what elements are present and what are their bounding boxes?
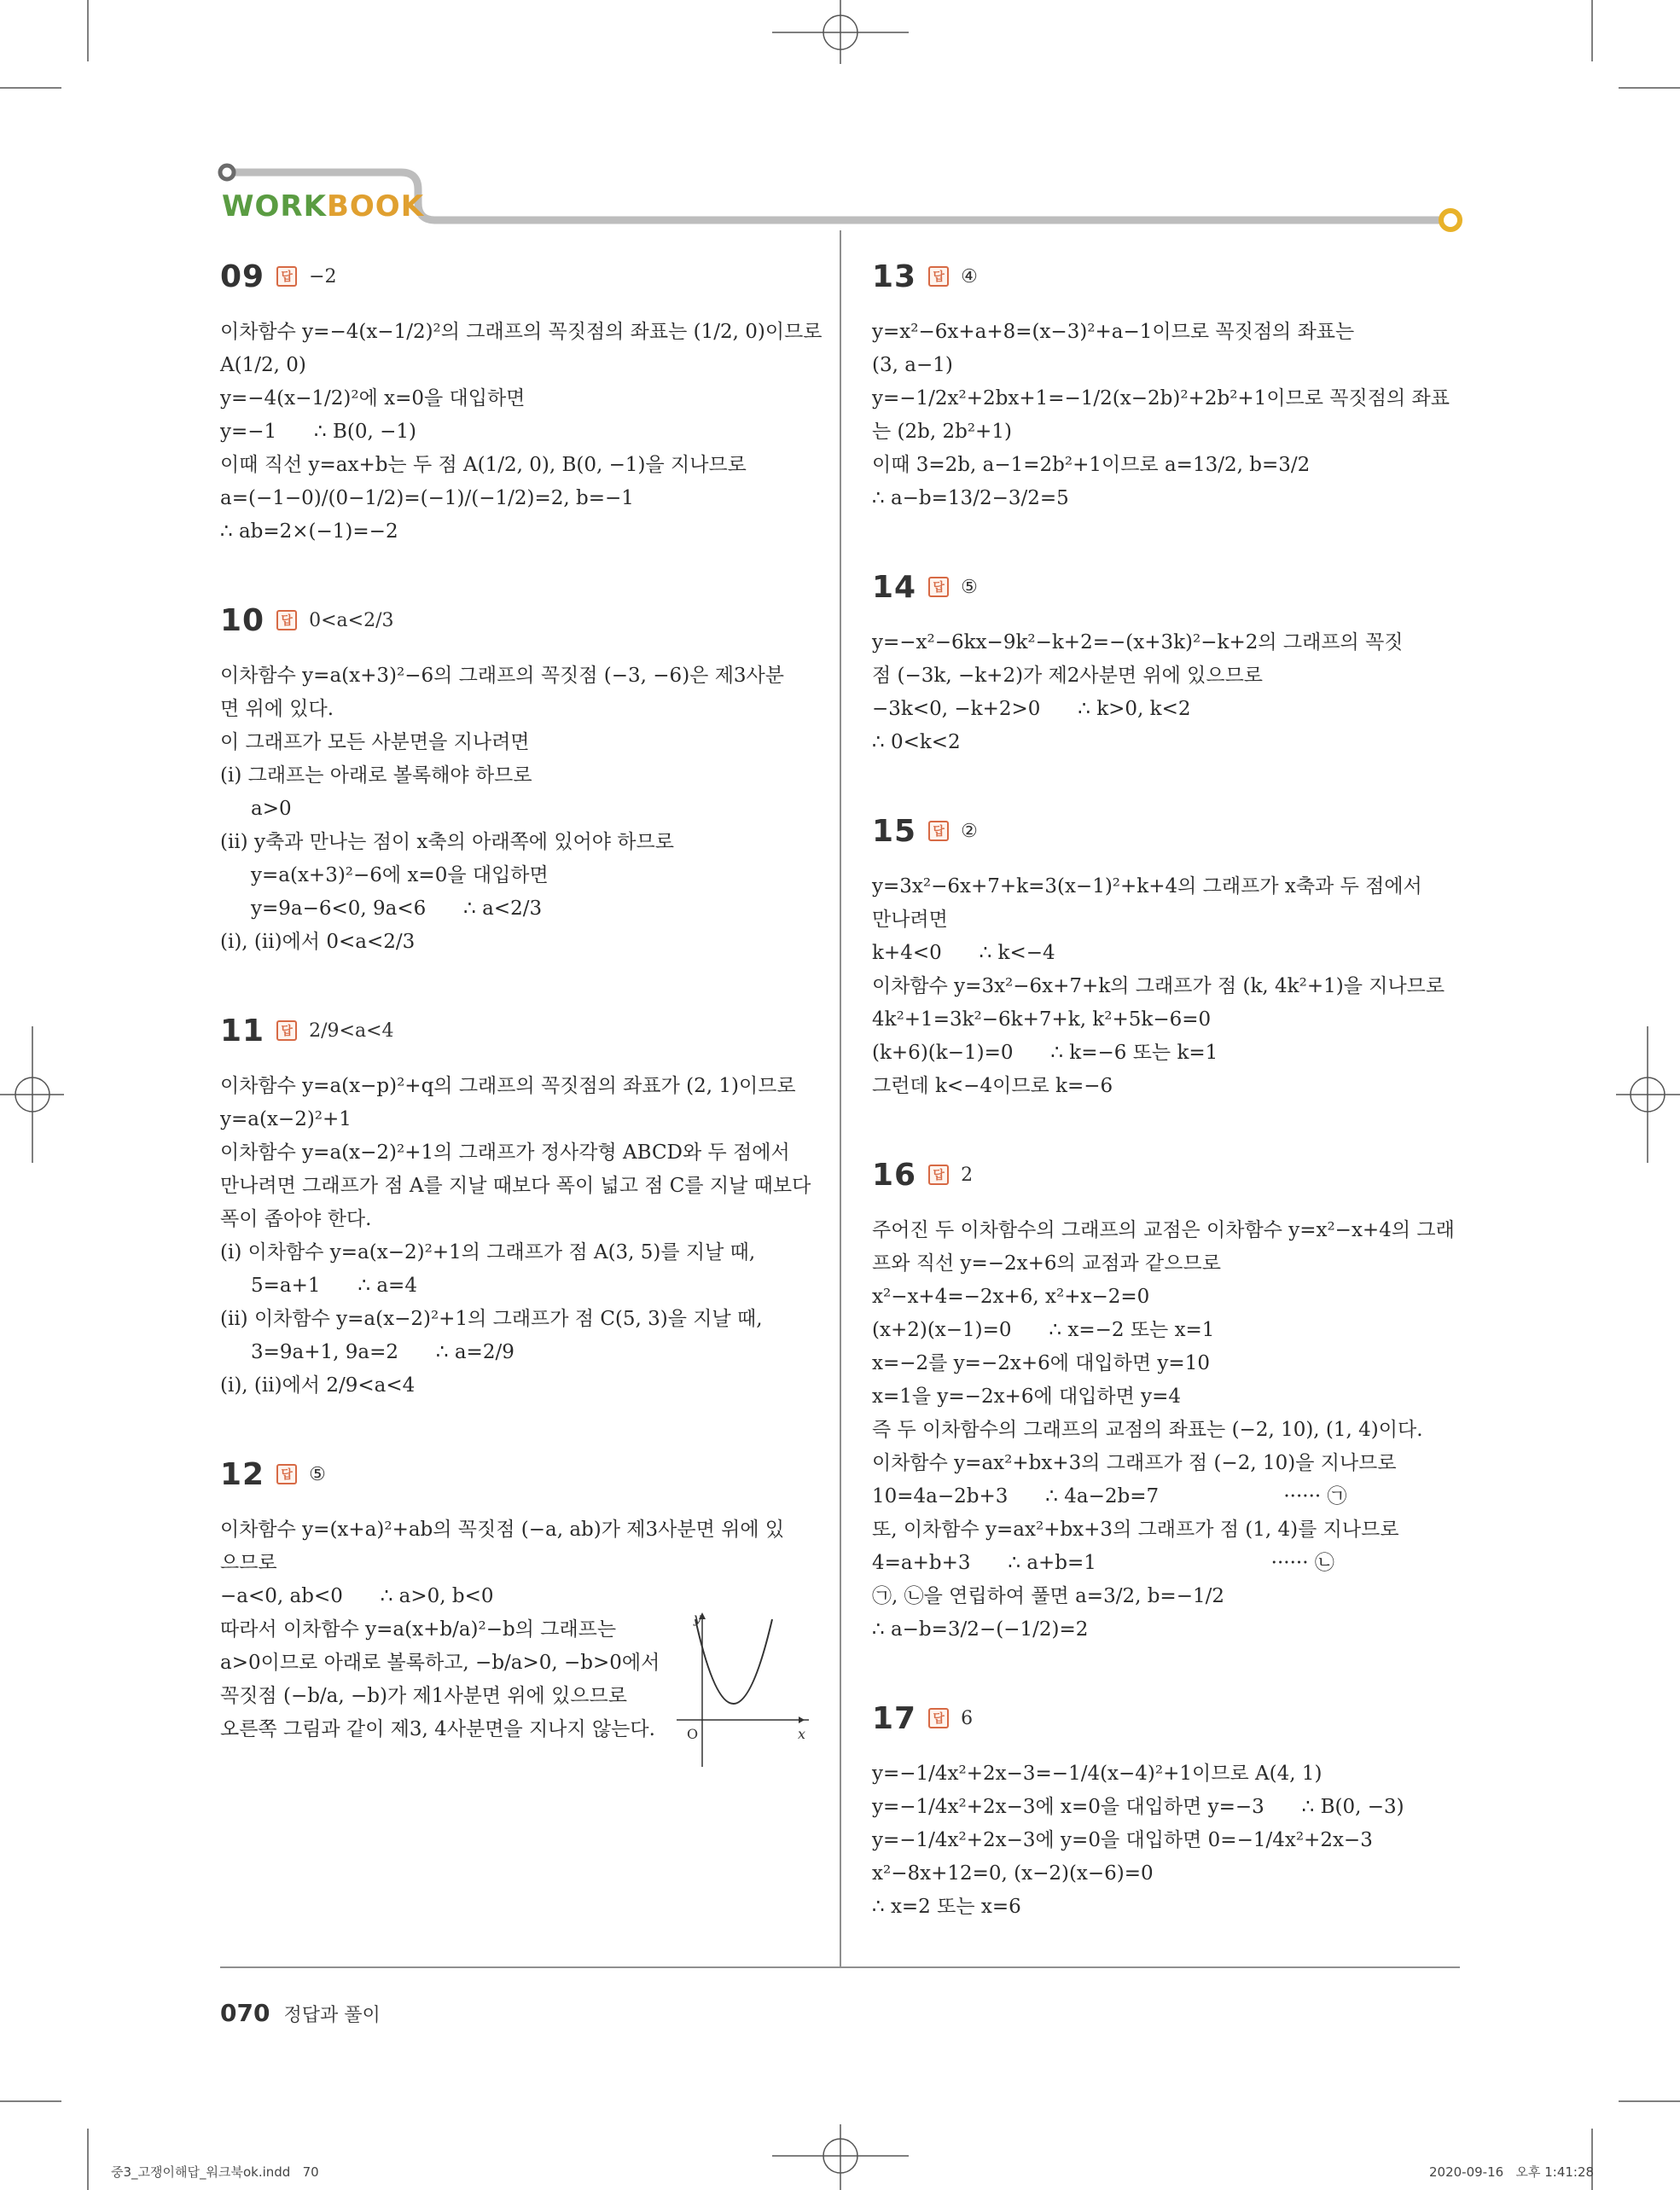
- problem-number: 09: [220, 259, 265, 294]
- solution-line: y=−1 ∴ B(0, −1): [220, 421, 416, 443]
- solution-line: a>0이므로 아래로 볼록하고, −b/a>0, −b>0에서: [220, 1652, 660, 1674]
- file-name: 중3_고쟁이해답_워크북ok.indd 70: [111, 2164, 319, 2180]
- solution-line: 그런데 k<−4이므로 k=−6: [872, 1075, 1113, 1097]
- solution-line: 이때 직선 y=ax+b는 두 점 A(1/2, 0), B(0, −1)을 지나므로: [220, 454, 747, 476]
- workbook-title: [222, 189, 424, 224]
- solution-line: 으므로: [220, 1552, 277, 1574]
- solution-line: −3k<0, −k+2>0 ∴ k>0, k<2: [872, 698, 1191, 720]
- solution-line: ㉠, ㉡을 연립하여 풀면 a=3/2, b=−1/2: [872, 1585, 1224, 1607]
- solution-line: ∴ a−b=13/2−3/2=5: [872, 487, 1069, 509]
- solution-line: 프와 직선 y=−2x+6의 교점과 같으므로: [872, 1252, 1221, 1275]
- problem-number: 15: [872, 813, 917, 849]
- solution-line: (i) 그래프는 아래로 볼록해야 하므로: [220, 764, 532, 787]
- solution-line: y=a(x−2)²+1: [220, 1108, 352, 1130]
- answer-marker-icon: 답: [928, 1165, 949, 1185]
- solution-line: 면 위에 있다.: [220, 698, 334, 720]
- solution-line: y=−1/4x²+2x−3에 x=0을 대입하면 y=−3 ∴ B(0, −3): [872, 1796, 1404, 1818]
- answer-value: 6: [961, 1707, 974, 1729]
- answer-value: 2: [961, 1164, 974, 1186]
- answer-marker-icon: 답: [276, 266, 297, 287]
- solution-line: a>0: [251, 798, 292, 820]
- solution-line: 폭이 좁아야 한다.: [220, 1208, 372, 1230]
- problem-15: [872, 810, 1461, 1103]
- solution-line: 만나려면: [872, 909, 948, 931]
- problem-number: 13: [872, 259, 917, 294]
- solution-line: A(1/2, 0): [220, 354, 306, 376]
- answer-value: 2/9<a<4: [309, 1019, 394, 1042]
- solution-line: (x+2)(x−1)=0 ∴ x=−2 또는 x=1: [872, 1319, 1215, 1341]
- problem-number: 14: [872, 569, 917, 605]
- answer-value: ⑤: [961, 576, 978, 598]
- solution-line: x=−2를 y=−2x+6에 대입하면 y=10: [872, 1352, 1210, 1374]
- column-divider: [840, 230, 841, 1966]
- solution-line: 만나려면 그래프가 점 A를 지날 때보다 폭이 넓고 점 C를 지날 때보다: [220, 1175, 811, 1197]
- problem-header: [872, 256, 1461, 297]
- problem-17: [872, 1698, 1461, 1924]
- problem-number: 16: [872, 1157, 917, 1193]
- solution-line: ∴ a−b=3/2−(−1/2)=2: [872, 1618, 1089, 1641]
- solution-line: 5=a+1 ∴ a=4: [251, 1275, 417, 1297]
- workbook-letter: R: [280, 189, 304, 224]
- solution-line: (i), (ii)에서 0<a<2/3: [220, 931, 416, 953]
- solution-line: 이차함수 y=ax²+bx+3의 그래프가 점 (−2, 10)을 지나므로: [872, 1452, 1397, 1474]
- footer-rule: [220, 1966, 1460, 1968]
- answer-marker-icon: 답: [928, 821, 949, 841]
- answer-marker-icon: 답: [276, 610, 297, 630]
- problem-header: [872, 810, 1461, 851]
- problem-12: [220, 1454, 834, 1746]
- y-axis-label: y: [694, 1610, 702, 1626]
- solution-line: y=−4(x−1/2)²에 x=0을 대입하면: [220, 387, 526, 410]
- x-axis-arrow: [799, 1717, 805, 1723]
- solution-line: (ii) 이차함수 y=a(x−2)²+1의 그래프가 점 C(5, 3)을 지날 때,: [220, 1308, 763, 1330]
- answer-marker-icon: 답: [928, 266, 949, 287]
- page-number: 070: [220, 1999, 270, 2027]
- page-footer: [220, 1999, 381, 2027]
- answer-value: ④: [961, 265, 978, 288]
- problem-header: [872, 1154, 1461, 1195]
- problem-header: [220, 1010, 834, 1051]
- solution-line: y=9a−6<0, 9a<6 ∴ a<2/3: [251, 897, 543, 920]
- solution-line: (i), (ii)에서 2/9<a<4: [220, 1374, 416, 1397]
- right-column: [872, 256, 1461, 1975]
- solution-line: 3=9a+1, 9a=2 ∴ a=2/9: [251, 1341, 514, 1363]
- problem-header: [220, 256, 834, 297]
- print-timestamp: 2020-09-16 오후 1:41:28: [1429, 2164, 1595, 2180]
- solution-line: 즉 두 이차함수의 그래프의 교점의 좌표는 (−2, 10), (1, 4)이다.: [872, 1419, 1423, 1441]
- solution-line: (ii) y축과 만나는 점이 x축의 아래쪽에 있어야 하므로: [220, 831, 674, 853]
- solution-line: 이 그래프가 모든 사분면을 지나려면: [220, 731, 530, 753]
- solution-line: (3, a−1): [872, 354, 953, 376]
- solution-line: x²−8x+12=0, (x−2)(x−6)=0: [872, 1862, 1154, 1885]
- solution-line: 이차함수 y=a(x−2)²+1의 그래프가 정사각형 ABCD와 두 점에서: [220, 1141, 790, 1164]
- solution-line: 이때 3=2b, a−1=2b²+1이므로 a=13/2, b=3/2: [872, 454, 1311, 476]
- solution-line: y=−1/2x²+2bx+1=−1/2(x−2b)²+2b²+1이므로 꼭짓점의 좌표: [872, 387, 1450, 410]
- solution-line: (k+6)(k−1)=0 ∴ k=−6 또는 k=1: [872, 1042, 1218, 1064]
- solution-line: k+4<0 ∴ k<−4: [872, 942, 1055, 964]
- problem-10: [220, 600, 834, 959]
- solution-line: y=−1/4x²+2x−3=−1/4(x−4)²+1이므로 A(4, 1): [872, 1763, 1322, 1785]
- parabola-curve: [695, 1619, 772, 1704]
- solution-line: y=−x²−6kx−9k²−k+2=−(x+3k)²−k+2의 그래프의 꼭짓: [872, 631, 1404, 654]
- answer-marker-icon: 답: [928, 1708, 949, 1728]
- answer-value: 0<a<2/3: [309, 609, 394, 631]
- solution-line: y=−1/4x²+2x−3에 y=0을 대입하면 0=−1/4x²+2x−3: [872, 1829, 1373, 1851]
- solution-line: y=a(x+3)²−6에 x=0을 대입하면: [251, 864, 549, 886]
- problem-number: 10: [220, 602, 265, 638]
- parabola-graph: [677, 1609, 813, 1771]
- solution-line: y=x²−6x+a+8=(x−3)²+a−1이므로 꼭짓점의 좌표는: [872, 321, 1355, 343]
- solution-line: 4k²+1=3k²−6k+7+k, k²+5k−6=0: [872, 1008, 1212, 1031]
- workbook-letter: O: [375, 189, 401, 224]
- solution-line: 또, 이차함수 y=ax²+bx+3의 그래프가 점 (1, 4)를 지나므로: [872, 1519, 1399, 1541]
- page-label: 정답과 풀이: [283, 2005, 381, 2026]
- answer-marker-icon: 답: [928, 577, 949, 597]
- workbook-letter: K: [303, 189, 327, 224]
- problem-number: 11: [220, 1013, 265, 1049]
- solution-line: ∴ ab=2×(−1)=−2: [220, 520, 398, 543]
- solution-line: ∴ 0<k<2: [872, 731, 961, 753]
- problem-16: [872, 1154, 1461, 1647]
- solution-line: −a<0, ab<0 ∴ a>0, b<0: [220, 1585, 494, 1607]
- solution-line: 는 (2b, 2b²+1): [872, 421, 1012, 443]
- problem-header: [872, 1698, 1461, 1739]
- problem-number: 12: [220, 1456, 265, 1492]
- solution-line: ∴ x=2 또는 x=6: [872, 1896, 1021, 1918]
- answer-value: ②: [961, 820, 978, 842]
- problem-header: [220, 1454, 834, 1495]
- solution-line: 이차함수 y=a(x−p)²+q의 그래프의 꼭짓점의 좌표가 (2, 1)이므로: [220, 1075, 796, 1097]
- problem-09: [220, 256, 834, 549]
- workbook-letter: K: [400, 189, 425, 224]
- solution-line: a=(−1−0)/(0−1/2)=(−1)/(−1/2)=2, b=−1: [220, 487, 634, 509]
- solution-line: 4=a+b+3 ∴ a+b=1 ······ ㉡: [872, 1552, 1334, 1574]
- problem-number: 17: [872, 1700, 917, 1736]
- problem-header: [872, 566, 1461, 607]
- problem-11: [220, 1010, 834, 1403]
- solution-line: x=1을 y=−2x+6에 대입하면 y=4: [872, 1385, 1182, 1408]
- problem-14: [872, 566, 1461, 759]
- solution-line: x²−x+4=−2x+6, x²+x−2=0: [872, 1286, 1150, 1308]
- solution-line: 오른쪽 그림과 같이 제3, 4사분면을 지나지 않는다.: [220, 1718, 655, 1740]
- solution-line: 이차함수 y=−4(x−1/2)²의 그래프의 꼭짓점의 좌표는 (1/2, 0)이므로: [220, 321, 823, 343]
- left-column: [220, 256, 834, 1798]
- solution-line: (i) 이차함수 y=a(x−2)²+1의 그래프가 점 A(3, 5)를 지날 때,: [220, 1241, 756, 1263]
- workbook-letter: W: [222, 189, 255, 224]
- solution-line: 이차함수 y=3x²−6x+7+k의 그래프가 점 (k, 4k²+1)을 지나므로: [872, 975, 1445, 997]
- origin-label: O: [687, 1726, 699, 1742]
- problem-header: [220, 600, 834, 641]
- solution-line: y=3x²−6x+7+k=3(x−1)²+k+4의 그래프가 x축과 두 점에서: [872, 875, 1422, 897]
- solution-line: 점 (−3k, −k+2)가 제2사분면 위에 있으므로: [872, 665, 1264, 687]
- solution-line: 따라서 이차함수 y=a(x+b/a)²−b의 그래프는: [220, 1618, 617, 1641]
- x-axis-label: x: [798, 1726, 806, 1742]
- solution-line: 주어진 두 이차함수의 그래프의 교점은 이차함수 y=x²−x+4의 그래: [872, 1219, 1455, 1241]
- solution-line: 이차함수 y=(x+a)²+ab의 꼭짓점 (−a, ab)가 제3사분면 위에 있: [220, 1519, 785, 1541]
- solution-line: 꼭짓점 (−b/a, −b)가 제1사분면 위에 있으므로: [220, 1685, 627, 1707]
- answer-value: ⑤: [309, 1463, 326, 1485]
- workbook-letter: O: [349, 189, 375, 224]
- workbook-letter: B: [326, 189, 350, 224]
- answer-marker-icon: 답: [276, 1020, 297, 1041]
- workbook-letter: O: [254, 189, 281, 224]
- solution-line: 10=4a−2b+3 ∴ 4a−2b=7 ······ ㉠: [872, 1485, 1347, 1507]
- answer-marker-icon: 답: [276, 1464, 297, 1484]
- problem-13: [872, 256, 1461, 515]
- solution-line: 이차함수 y=a(x+3)²−6의 그래프의 꼭짓점 (−3, −6)은 제3사분: [220, 665, 784, 687]
- answer-value: −2: [309, 265, 337, 288]
